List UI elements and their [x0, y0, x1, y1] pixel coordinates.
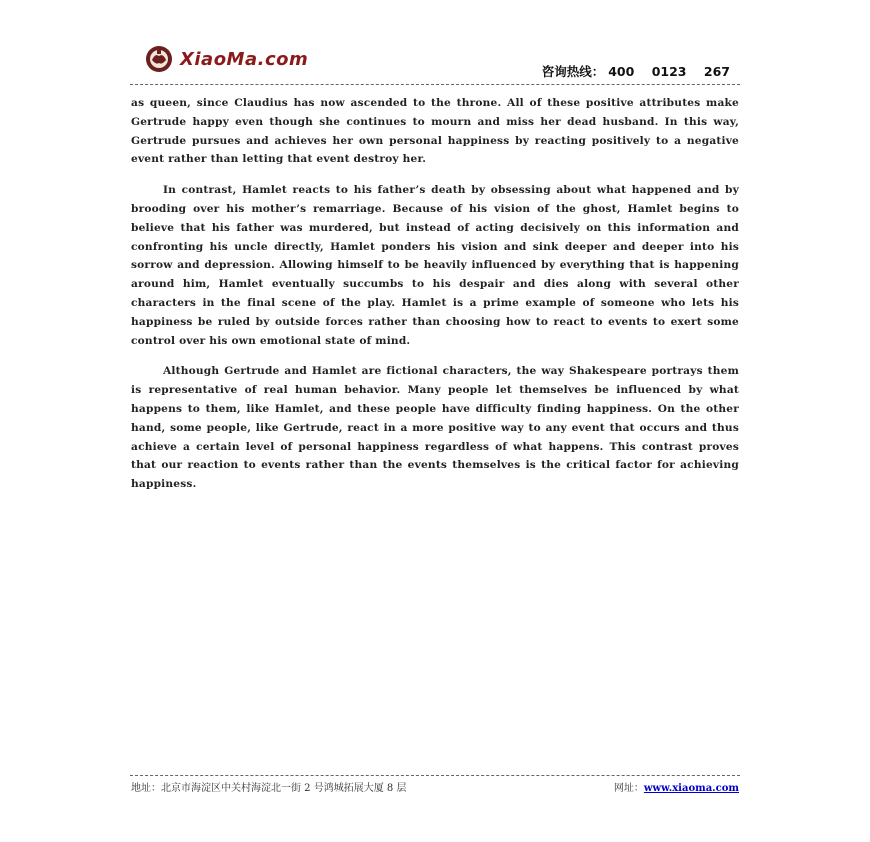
page-footer — [131, 779, 739, 795]
document-body — [131, 94, 739, 506]
footer-site — [614, 779, 739, 794]
page-header — [130, 40, 740, 85]
footer-divider — [130, 775, 740, 776]
footer-address: 地址：北京市海淀区中关村海淀北一街 2 号鸿城拓展大厦 8 层 — [131, 783, 407, 794]
site-label: 网址： — [613, 783, 644, 794]
xiaoma-logo — [144, 44, 308, 74]
paragraph-2: In contrast, Hamlet reacts to his father’s death by obsessing about what happened and by brooding over his mother’s remarriage. Because of his vision of the ghost, Hamlet begins to believe that his father was murdered, but instead of acting decisively on this information and confronting his uncle directly, Hamlet ponders his vision and sink deeper and deeper into his sorrow and depression. Allowing himself to be heavily influenced by everything that is happening around him, Hamlet eventually succumbs to his despair and dies along with several other characters in the final scene of the play. Hamlet is a prime example of someone who lets his happiness be ruled by outside forces rather than choosing how to react to events to exert some control over his own emotional state of mind. — [131, 184, 739, 347]
site-link[interactable]: www.xiaoma.com — [643, 783, 739, 794]
hotline-number: 400 0123 267 — [608, 64, 730, 79]
paragraph-1: as queen, since Claudius has now ascended to the throne. All of these positive attributes make Gertrude happy even though she continues to mourn and miss her dead husband. In this way, Gertrude pursues and achieves her own personal happiness by reacting positively to a negative event rather than letting that event destroy her. — [131, 97, 739, 166]
hotline — [542, 62, 730, 80]
header-divider — [130, 84, 740, 85]
xiaoma-logo-icon — [144, 44, 174, 74]
logo-text: XiaoMa.com — [180, 48, 309, 70]
hotline-label: 咨询热线： — [541, 64, 605, 79]
paragraph-3: Although Gertrude and Hamlet are fictional characters, the way Shakespeare portrays them is representative of real human behavior. Many people let themselves be influenced by what happens to them, like Hamlet, and these people have difficulty finding happiness. On the other hand, some people, like Gertrude, react in a more positive way to any event that occurs and thus achieve a certain level of personal happiness regardless of what happens. This contrast proves that our reaction to events rather than the events themselves is the critical factor for achieving happiness. — [131, 365, 739, 491]
